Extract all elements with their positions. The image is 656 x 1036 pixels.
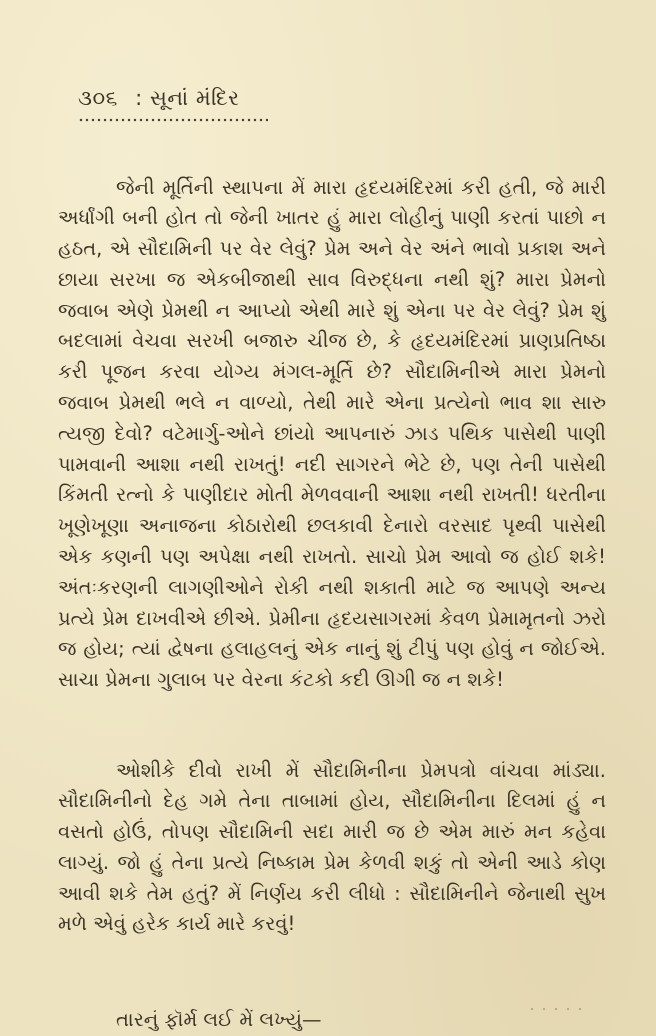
paper-specks bbox=[526, 1004, 586, 1014]
page-number: ૩૦૬ bbox=[78, 86, 118, 110]
running-header bbox=[78, 86, 240, 111]
header-separator: : bbox=[135, 86, 143, 110]
paragraph-1: જેની મૂર્તિની સ્થાપના મેં મારા હૃદયમંદિરમાં કરી હતી, જે મારી અર્ધાંગી બની હોત તો જેની ખાતર હું મારા લોહીનું પાણી કરતાં પાછો ન હઠત, એ સૌદામિની પર વેર લેવું? પ્રેમ અને વેર અંને ભાવો પ્રકાશ અને છાયા સરખા જ એકબીજાથી સાવ વિરુદ્ધના નથી શું? મારા પ્રેમનો જવાબ એણે પ્રેમથી ન આપ્યો એથી મારે શું એના પર વેર લેવું? પ્રેમ શું બદલામાં વેચવા સરખી બજારુ ચીજ છે, કે હૃદયમંદિરમાં પ્રાણપ્રતિષ્ઠા કરી પૂજન કરવા યોગ્ય મંગલ-મૂર્તિ છે? સૌદામિનીએ મારા પ્રેમનો જવાબ પ્રેમથી ભલે ન વાળ્યો, તેથી મારે એના પ્રત્યેનો ભાવ શા સારુ ત્યજી દેવો? વટેમાર્ગુ-ઓને છાંયો આપનારું ઝાડ પથિક પાસેથી પાણી પામવાની આશા નથી રાખતું! નદી સાગરને ભેટે છે, પણ તેની પાસેથી કિંમતી રત્નો કે પાણીદાર મોતી મેળવવાની આશા નથી રાખતી! ધરતીના ખૂણેખૂણા અનાજના કોઠારોથી છલકાવી દેનારો વરસાદ પૃથ્વી પાસેથી એક કણની પણ અપેક્ષા નથી રાખતો. સાચો પ્રેમ આવો જ હોઈ શકે! અંતઃકરણની લાગણીઓને રોકી નથી શકાતી માટે જ આપણે અન્ય પ્રત્યે પ્રેમ દાખવીએ છીએ. પ્રેમીના હૃદયસાગરમાં કેવળ પ્રેમામૃતનો ઝરો જ હોય; ત્યાં દ્વેષના હલાહલનું એક નાનું શું ટીપું પણ હોવું ન જોઈએ. સાચા પ્રેમના ગુલાબ પર વેરના કંટકો કદી ઊગી જ ન શકે! bbox=[58, 175, 606, 692]
paragraph-3: તારનું ફૉર્મ લઈ મેં લખ્યું— bbox=[116, 1007, 322, 1031]
chapter-title: સૂનાં મંદિર bbox=[149, 86, 240, 110]
dotted-rule bbox=[78, 118, 268, 122]
paragraph-2: ઓશીકે દીવો રાખી મેં સૌદામિનીના પ્રેમપત્રો વાંચવા માંડ્યા. સૌદામિનીનો દેહ ગમે તેના તાબામાં હોય, સૌદામિનીના દિલમાં હું ન વસતો હોઉં, તોપણ સૌદામિની સદા મારી જ છે એમ મારું મન કહેવા લાગ્યું. જો હું તેના પ્રત્યે નિષ્કામ પ્રેમ કેળવી શકું તો એની આડે કોણ આવી શકે તેમ હતું? મેં નિર્ણય કરી લીધો : સૌદામિનીને જેનાથી સુખ મળે એવું હરેક કાર્ય મારે કરવું! bbox=[58, 758, 606, 936]
